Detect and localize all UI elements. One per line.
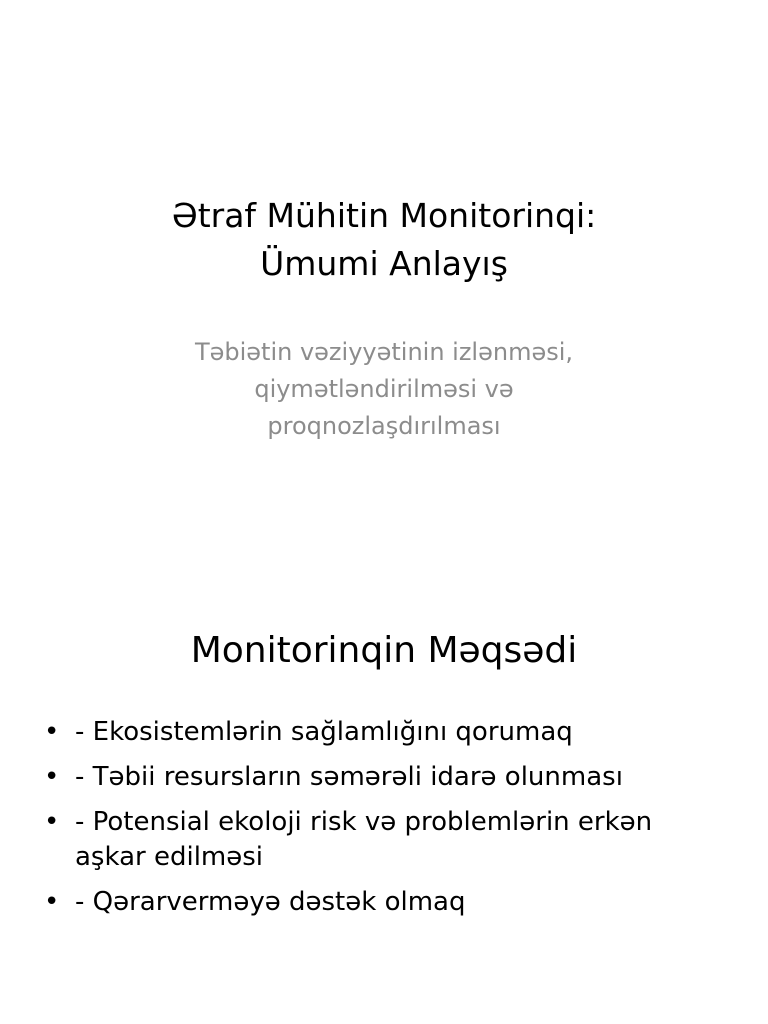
bullet-dot-icon: • <box>44 887 60 917</box>
slide-2-title: Monitorinqin Məqsədi <box>190 630 578 671</box>
bullet-item <box>40 885 730 920</box>
slide-2 <box>0 512 768 1024</box>
slide-1-title <box>40 192 728 288</box>
slide-1-subtitle-line-3: proqnozlaşdırılması <box>267 412 501 440</box>
slide-1-subtitle-line-1: Təbiətin vəziyyətinin izlənməsi, <box>194 338 574 366</box>
bullet-item <box>40 715 730 750</box>
bullet-text: - Təbii resursların səmərəli idarə olunması <box>75 762 623 792</box>
slide-1-title-line-1: Ətraf Mühitin Monitorinqi: <box>171 196 597 235</box>
bullet-dot-icon: • <box>44 807 60 837</box>
slide-1-subtitle <box>100 334 668 445</box>
bullet-text: - Potensial ekoloji risk və problemlərin erkən aşkar edilməsi <box>75 807 653 872</box>
bullet-item <box>40 805 730 875</box>
bullet-dot-icon: • <box>44 717 60 747</box>
slide-1-title-line-2: Ümumi Anlayış <box>260 244 508 283</box>
bullet-list <box>40 715 730 930</box>
slide-1-subtitle-line-2: qiymətləndirilməsi və <box>254 375 514 403</box>
bullet-text: - Ekosistemlərin sağlamlığını qorumaq <box>75 717 573 747</box>
bullet-item <box>40 760 730 795</box>
bullet-dot-icon: • <box>44 762 60 792</box>
bullet-text: - Qərarverməyə dəstək olmaq <box>75 887 466 917</box>
